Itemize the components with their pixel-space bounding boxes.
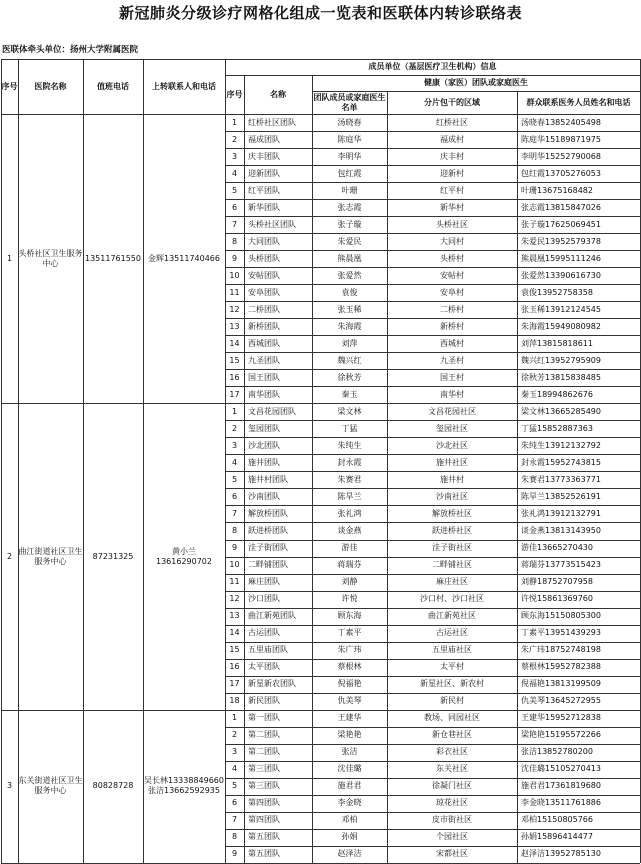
team-no: 3 [231,440,238,450]
team-contact: 丁猛15852887363 [521,423,593,433]
team-name: 南华团队 [248,389,280,399]
team-area: 新仓巷社区 [432,730,472,740]
unit-referral-contact: 吴长林13338849660 张洁13662592935 [144,776,224,796]
grid-line [312,91,640,92]
team-name: 福成团队 [248,134,280,144]
team-name: 新华团队 [248,202,280,212]
team-no: 2 [231,134,238,144]
header-seq: 序号 [1,81,18,91]
team-name: 第一团队 [248,713,280,723]
team-contact: 张洁13852780200 [521,747,593,757]
team-no: 9 [231,849,238,859]
team-no: 14 [229,338,240,348]
team-members: 刘静 [341,577,358,587]
team-members: 倪福艳 [337,679,362,689]
team-contact: 王建华15952712838 [521,713,601,723]
team-area: 国王村 [440,372,464,382]
team-name: 庆丰团队 [248,151,280,161]
team-name: 国王团队 [248,372,280,382]
team-no: 8 [231,525,238,535]
team-area: 福成村 [440,134,464,144]
team-contact: 朱海霞15949080982 [521,321,601,331]
team-contact: 张玉稀13912124545 [521,304,601,314]
team-name: 沙北团队 [248,440,280,450]
team-members: 谈金燕 [337,525,362,535]
team-name: 解放桥团队 [248,508,288,518]
team-members: 刘萍 [341,338,358,348]
team-members: 张志霞 [337,202,362,212]
team-contact: 刘萍13815818611 [521,338,593,348]
team-area: 徐凝门社区 [432,781,472,791]
header-sub-seq: 序号 [226,89,243,99]
header-team-members: 团队成员或家庭医生名单 [313,92,386,112]
grid-line [1,59,640,60]
unit-hospital: 东关街道社区卫生服务中心 [18,776,83,796]
team-area: 九圣村 [440,355,464,365]
team-area: 红平村 [440,185,464,195]
team-area: 新民村 [440,696,464,706]
team-area: 沙南社区 [436,491,468,501]
team-members: 王建华 [337,713,362,723]
team-members: 蔡根林 [337,662,362,672]
header-member-group: 成员单位（基层医疗卫生机构）信息 [368,62,497,71]
unit-duty-phone: 13511761550 [85,253,141,263]
team-contact: 朱广玮18752748198 [521,645,601,655]
team-name: 第三团队 [248,781,280,791]
team-members: 陈旱兰 [337,491,362,501]
team-no: 15 [229,645,240,655]
team-contact: 谈金燕13813143950 [521,525,601,535]
team-area: 二畔铺社区 [432,560,472,570]
team-no: 3 [231,747,238,757]
team-members: 魏兴红 [337,355,362,365]
team-name: 大同团队 [248,236,280,246]
team-members: 包红霞 [337,168,362,178]
unit-hospital: 曲江街道社区卫生服务中心 [18,546,83,566]
team-area: 文昌花园社区 [428,406,476,416]
team-no: 11 [229,287,240,297]
team-contact: 陈旱兰13852526191 [521,491,601,501]
grid-line [225,75,640,76]
team-members: 汤晓春 [337,117,362,127]
team-contact: 仇美琴13645272955 [521,696,601,706]
team-area: 曲江新苑社区 [428,611,476,621]
team-area: 琼花社区 [436,798,468,808]
team-contact: 邓柏15150805766 [521,815,593,825]
team-name: 头桥社区团队 [248,219,296,229]
team-no: 16 [229,662,240,672]
team-no: 12 [229,304,240,314]
header-referral-contact: 上转联系人和电话 [152,81,216,91]
team-contact: 汤晓春13852405498 [521,117,601,127]
team-members: 张子璇 [337,219,362,229]
team-area: 西城村 [440,338,464,348]
unit-seq: 2 [6,551,13,561]
team-area: 安帖村 [440,270,464,280]
team-area: 太平村 [440,662,464,672]
team-no: 17 [229,679,240,689]
team-area: 解放桥社区 [432,508,472,518]
team-name: 安帖团队 [248,270,280,280]
team-area: 庆丰村 [440,151,464,161]
team-area: 教场、同园社区 [424,713,480,723]
team-contact: 袁俊13952758358 [521,287,593,297]
team-contact: 包红霞13705276053 [521,168,601,178]
team-members: 叶珊 [341,185,358,195]
team-members: 蒋瑞芬 [337,560,362,570]
header-team-group: 健康（家医）团队或家庭医生 [424,78,528,87]
team-members: 沈佳璐 [337,764,362,774]
team-contact: 秦玉18994862676 [521,389,593,399]
team-contact: 游佳13665270430 [521,543,593,552]
team-area: 施井社区 [436,457,468,467]
team-name: 新桥团队 [248,321,280,331]
unit-duty-phone: 87231325 [92,551,134,561]
team-no: 7 [231,508,238,518]
team-name: 玺园团队 [248,423,280,433]
team-area: 沙口村、沙口社区 [420,594,484,604]
team-members: 封永霞 [337,457,362,467]
team-no: 1 [231,406,238,416]
team-members: 朱赛君 [337,474,362,484]
team-name: 头桥团队 [248,253,280,263]
team-area: 头桥社区 [436,219,468,229]
team-area: 头桥村 [440,253,464,263]
team-name: 曲江新苑团队 [248,611,296,621]
team-contact: 蒋瑞芬13773515423 [521,560,601,570]
team-no: 4 [231,457,238,467]
team-no: 7 [231,219,238,229]
header-hospital: 医院名称 [34,81,67,91]
team-contact: 张志霞13815847026 [521,202,601,212]
team-area: 南华村 [440,389,464,399]
team-no: 11 [229,577,240,587]
team-contact: 陈庭华15189871975 [521,134,601,144]
team-no: 8 [231,832,238,842]
team-name: 第三团队 [248,764,280,774]
team-name: 第五团队 [248,849,280,859]
team-name: 第二团队 [248,730,280,740]
team-contact: 沈佳璐15105270413 [521,764,601,774]
team-contact: 熊晨凰15995111246 [521,253,601,263]
team-name: 施井团队 [248,457,280,467]
team-area: 施井村 [440,474,464,484]
team-no: 4 [231,764,238,774]
page-title: 新冠肺炎分级诊疗网格化组成一览表和医联体内转诊联络表 [118,4,522,22]
team-members: 袁俊 [341,287,358,297]
team-members: 张洁 [341,747,358,757]
team-members: 梁艳艳 [337,730,362,740]
team-name: 太平团队 [248,662,280,672]
team-contact: 张爱然13390616730 [521,270,601,280]
team-members: 施君君 [337,781,362,791]
team-name: 二桥团队 [248,304,280,314]
header-area: 分片包干的区域 [424,97,480,107]
team-area: 新桥村 [440,321,464,331]
team-area: 新华村 [440,202,464,212]
team-members: 许悦 [341,594,358,604]
team-no: 6 [231,491,238,501]
team-contact: 倪福艳13813199509 [521,679,601,689]
team-area: 迎新村 [440,168,464,178]
team-name: 安阜团队 [248,287,280,297]
team-no: 2 [231,730,238,740]
team-area: 沙北社区 [436,440,468,450]
team-contact: 刘静18752707958 [521,577,593,587]
team-no: 6 [231,202,238,212]
team-contact: 朱赛君13773363771 [521,474,601,484]
team-no: 3 [231,151,238,161]
unit-referral-contact: 金辉13511740466 [148,253,220,263]
team-area: 红桥社区 [436,117,468,127]
team-contact: 叶珊13675168482 [521,185,593,195]
team-no: 8 [231,236,238,246]
unit-hospital: 头桥社区卫生服务中心 [18,248,83,268]
team-area: 洼子街社区 [432,543,472,552]
team-members: 梁文林 [337,406,362,416]
team-no: 7 [231,815,238,825]
team-contact: 赵泽洁13952785130 [521,849,601,859]
team-members: 张爱然 [337,270,362,280]
team-name: 沙南团队 [248,491,280,501]
team-contact: 张礼鸿13912132791 [521,508,601,518]
team-name: 第二团队 [248,747,280,757]
unit-seq: 3 [6,781,13,791]
team-members: 熊晨凰 [337,253,362,263]
team-no: 6 [231,798,238,808]
team-no: 1 [231,117,238,127]
team-no: 15 [229,355,240,365]
team-no: 13 [229,321,240,331]
team-area: 五里庙社区 [432,645,472,655]
team-name: 第四团队 [248,815,280,825]
team-no: 10 [229,270,240,280]
team-members: 秦玉 [341,389,358,399]
team-contact: 徐秋芳13815838485 [521,372,601,382]
team-no: 18 [229,696,240,706]
team-members: 顾东海 [337,611,362,621]
team-no: 14 [229,628,240,638]
team-members: 赵泽洁 [337,849,362,859]
team-no: 9 [231,253,238,263]
team-contact: 丁素平13951439293 [521,628,601,638]
team-contact: 张子璇17625069451 [521,219,601,229]
team-members: 朱海霞 [337,321,362,331]
team-contact: 孙娟15896414477 [521,832,593,842]
team-area: 皮市街社区 [432,815,472,825]
team-no: 17 [229,389,240,399]
team-contact: 顾东海15150805300 [521,611,601,621]
team-no: 10 [229,560,240,570]
team-area: 麻庄社区 [436,577,468,587]
team-members: 李明华 [337,151,362,161]
team-no: 5 [231,781,238,791]
team-contact: 李金晓13511761886 [521,798,601,808]
team-name: 麻庄团队 [248,577,280,587]
team-members: 张礼鸿 [337,508,362,518]
unit-duty-phone: 80828728 [92,781,134,791]
team-no: 1 [231,713,238,723]
team-members: 孙娟 [341,832,358,842]
team-name: 文昌花园团队 [248,406,296,416]
team-area: 大同村 [440,236,464,246]
lead-unit-label: 医联体牵头单位：扬州大学附属医院 [2,45,139,55]
team-name: 红桥社区团队 [248,117,296,127]
team-no: 16 [229,372,240,382]
team-members: 徐秋芳 [337,372,362,382]
team-no: 5 [231,185,238,195]
team-name: 新民团队 [248,696,280,706]
team-name: 五里庙团队 [248,645,288,655]
team-name: 迎新团队 [248,168,280,178]
team-contact: 梁文林13665285490 [521,406,601,416]
team-area: 彩衣社区 [436,747,468,757]
team-contact: 梁艳艳15195572266 [521,730,601,740]
team-name: 洼子街团队 [248,543,288,552]
team-area: 玺园社区 [436,423,468,433]
team-name: 九圣团队 [248,355,280,365]
team-no: 5 [231,474,238,484]
team-contact: 施君君17361819680 [521,781,601,791]
team-no: 12 [229,594,240,604]
team-members: 丁猛 [341,423,358,433]
header-team-name: 名称 [270,89,286,99]
team-members: 丁素平 [337,628,362,638]
team-contact: 蔡根林15952782388 [521,662,601,672]
team-members: 邓柏 [341,815,358,825]
team-members: 朱爱民 [337,236,362,246]
team-area: 二桥村 [440,304,464,314]
team-no: 4 [231,168,238,178]
team-members: 朱广玮 [337,645,362,655]
team-area: 安阜村 [440,287,464,297]
team-area: 新星社区、新农村 [420,679,484,689]
header-contact: 群众联系医务人员姓名和电话 [526,97,631,107]
team-contact: 魏兴红13952795909 [521,355,601,365]
team-no: 2 [231,423,238,433]
header-duty-phone: 值班电话 [97,81,129,91]
team-contact: 李明华15252790068 [521,151,601,161]
team-name: 二畔铺团队 [248,560,288,570]
team-contact: 许悦15861369760 [521,594,593,604]
team-name: 第五团队 [248,832,280,842]
team-contact: 朱纯生13912132792 [521,440,601,450]
team-no: 13 [229,611,240,621]
team-name: 沙口团队 [248,594,280,604]
team-contact: 朱爱民13952579378 [521,236,601,246]
team-members: 张玉稀 [337,304,362,314]
team-contact: 封永霞15952743815 [521,457,601,467]
team-name: 红平团队 [248,185,280,195]
team-name: 新星新农团队 [248,679,296,689]
team-area: 古运社区 [436,628,468,638]
team-name: 西城团队 [248,338,280,348]
team-area: 跃进桥社区 [432,525,472,535]
team-area: 个园社区 [436,832,468,842]
team-name: 跃进桥团队 [248,525,288,535]
unit-referral-contact: 黄小兰 13616290702 [156,546,212,566]
team-members: 李金晓 [337,798,362,808]
team-no: 9 [231,543,238,552]
team-name: 施井村团队 [248,474,288,484]
team-members: 陈庭华 [337,134,362,144]
team-area: 宋都社区 [436,849,468,859]
team-name: 第四团队 [248,798,280,808]
team-members: 游佳 [341,543,358,552]
team-members: 朱纯生 [337,440,362,450]
team-name: 古运团队 [248,628,280,638]
team-members: 仇美琴 [337,696,362,706]
unit-seq: 1 [6,253,13,263]
team-area: 东关社区 [436,764,468,774]
